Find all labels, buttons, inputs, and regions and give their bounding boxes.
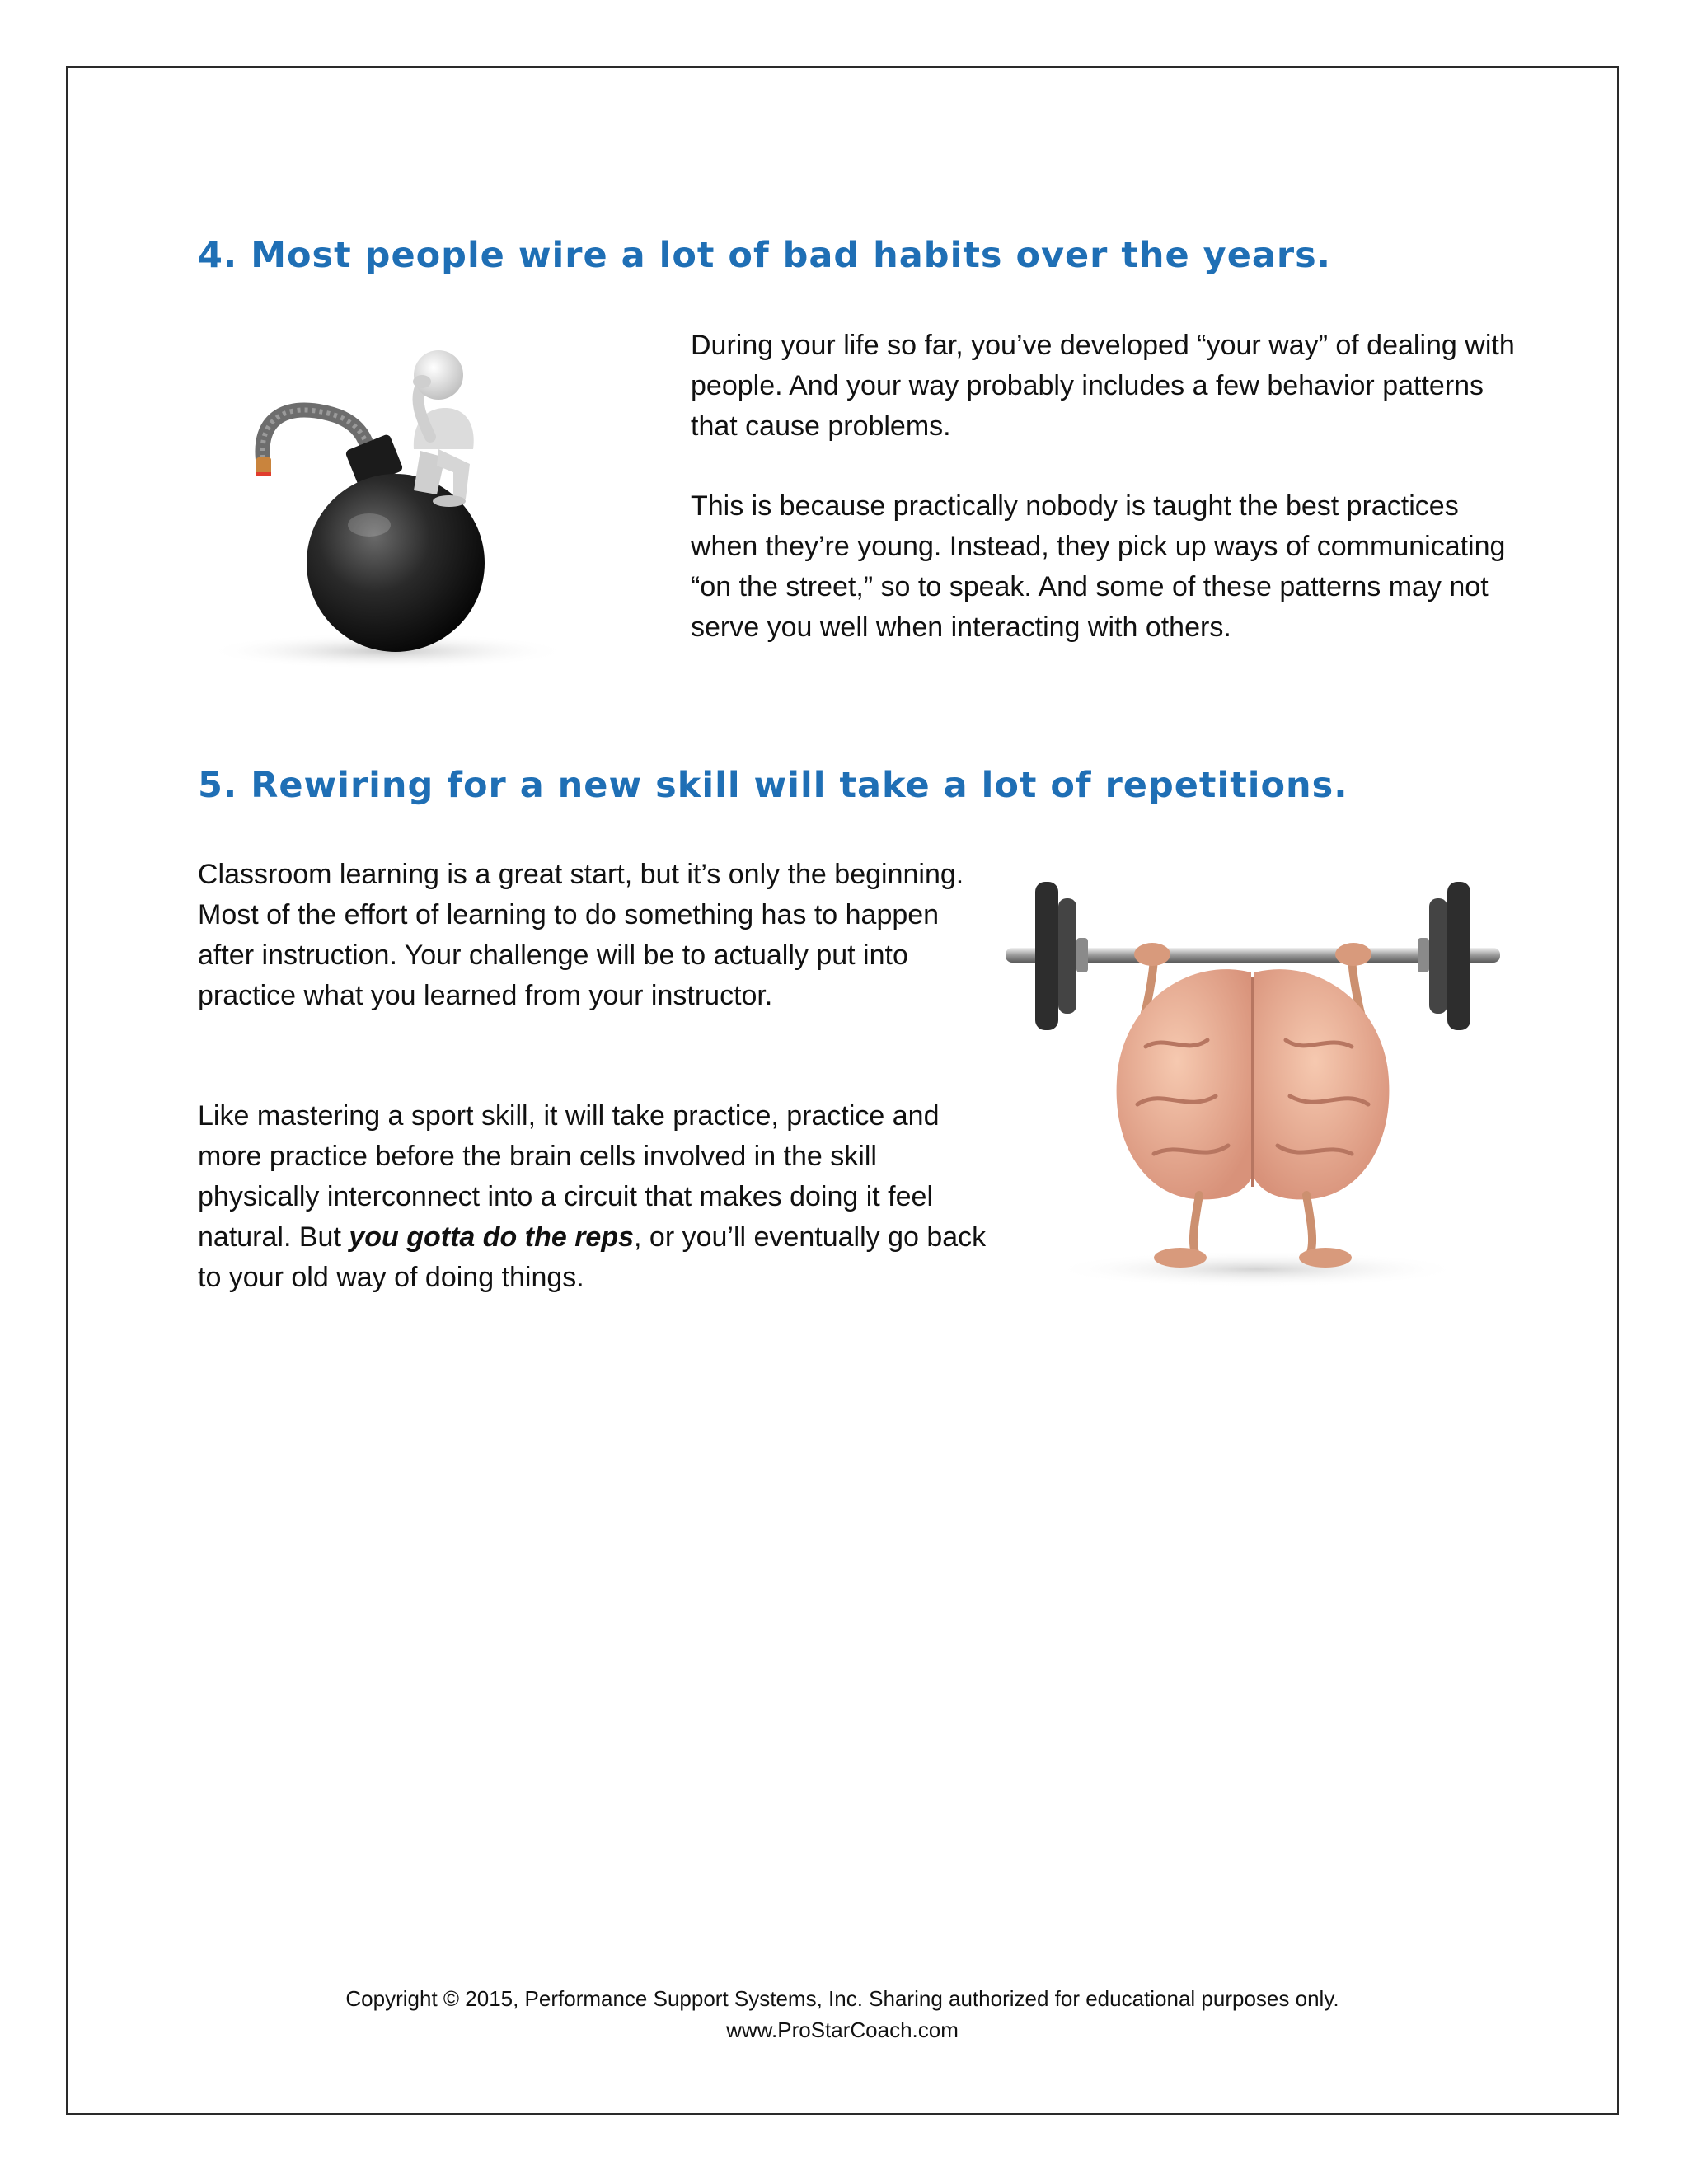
footer-website: www.ProStarCoach.com <box>726 2018 959 2042</box>
section-4-heading: 4. Most people wire a lot of bad habits over the years. <box>198 235 1332 276</box>
section-5-paragraph-1: Classroom learning is a great start, but it’s only the beginning. Most of the effort of learning to do something has to happen after instruction. Your challenge will be to actually put into practice what you learned from your instructor. <box>198 859 964 1011</box>
brain-lifting-barbell-icon <box>989 865 1517 1294</box>
you-gotta-do-the-reps-emphasis: you gotta do the reps <box>349 1221 635 1253</box>
footer-copyright: Copyright © 2015, Performance Support Systems, Inc. Sharing authorized for educational purposes only. <box>345 1986 1339 2011</box>
section-4-paragraph-2: This is because practically nobody is taught the best practices when they’re young. Instead, they pick up ways of communicating “on the street,” so to speak. And some of these patterns may not serve you well when interacting with others. <box>691 490 1506 643</box>
section-5-paragraph-2-end: , or you’ll eventually go back to your old way of doing things. <box>198 1221 987 1293</box>
section-5-heading: 5. Rewiring for a new skill will take a lot of repetitions. <box>198 765 1348 806</box>
figure-on-bomb-icon <box>198 326 577 672</box>
section-4-paragraph-1: During your life so far, you’ve developed “your way” of dealing with people. And your way probably includes a few behavior patterns that cause problems. <box>691 330 1515 442</box>
section-5-paragraph-2 <box>198 1096 989 1298</box>
section-5-paragraph-2-text: Like mastering a sport skill, it will take practice, practice and more practice before the brain cells involved in the skill physically interconnect into a circuit that makes doing it feel natural. But <box>198 1100 940 1253</box>
